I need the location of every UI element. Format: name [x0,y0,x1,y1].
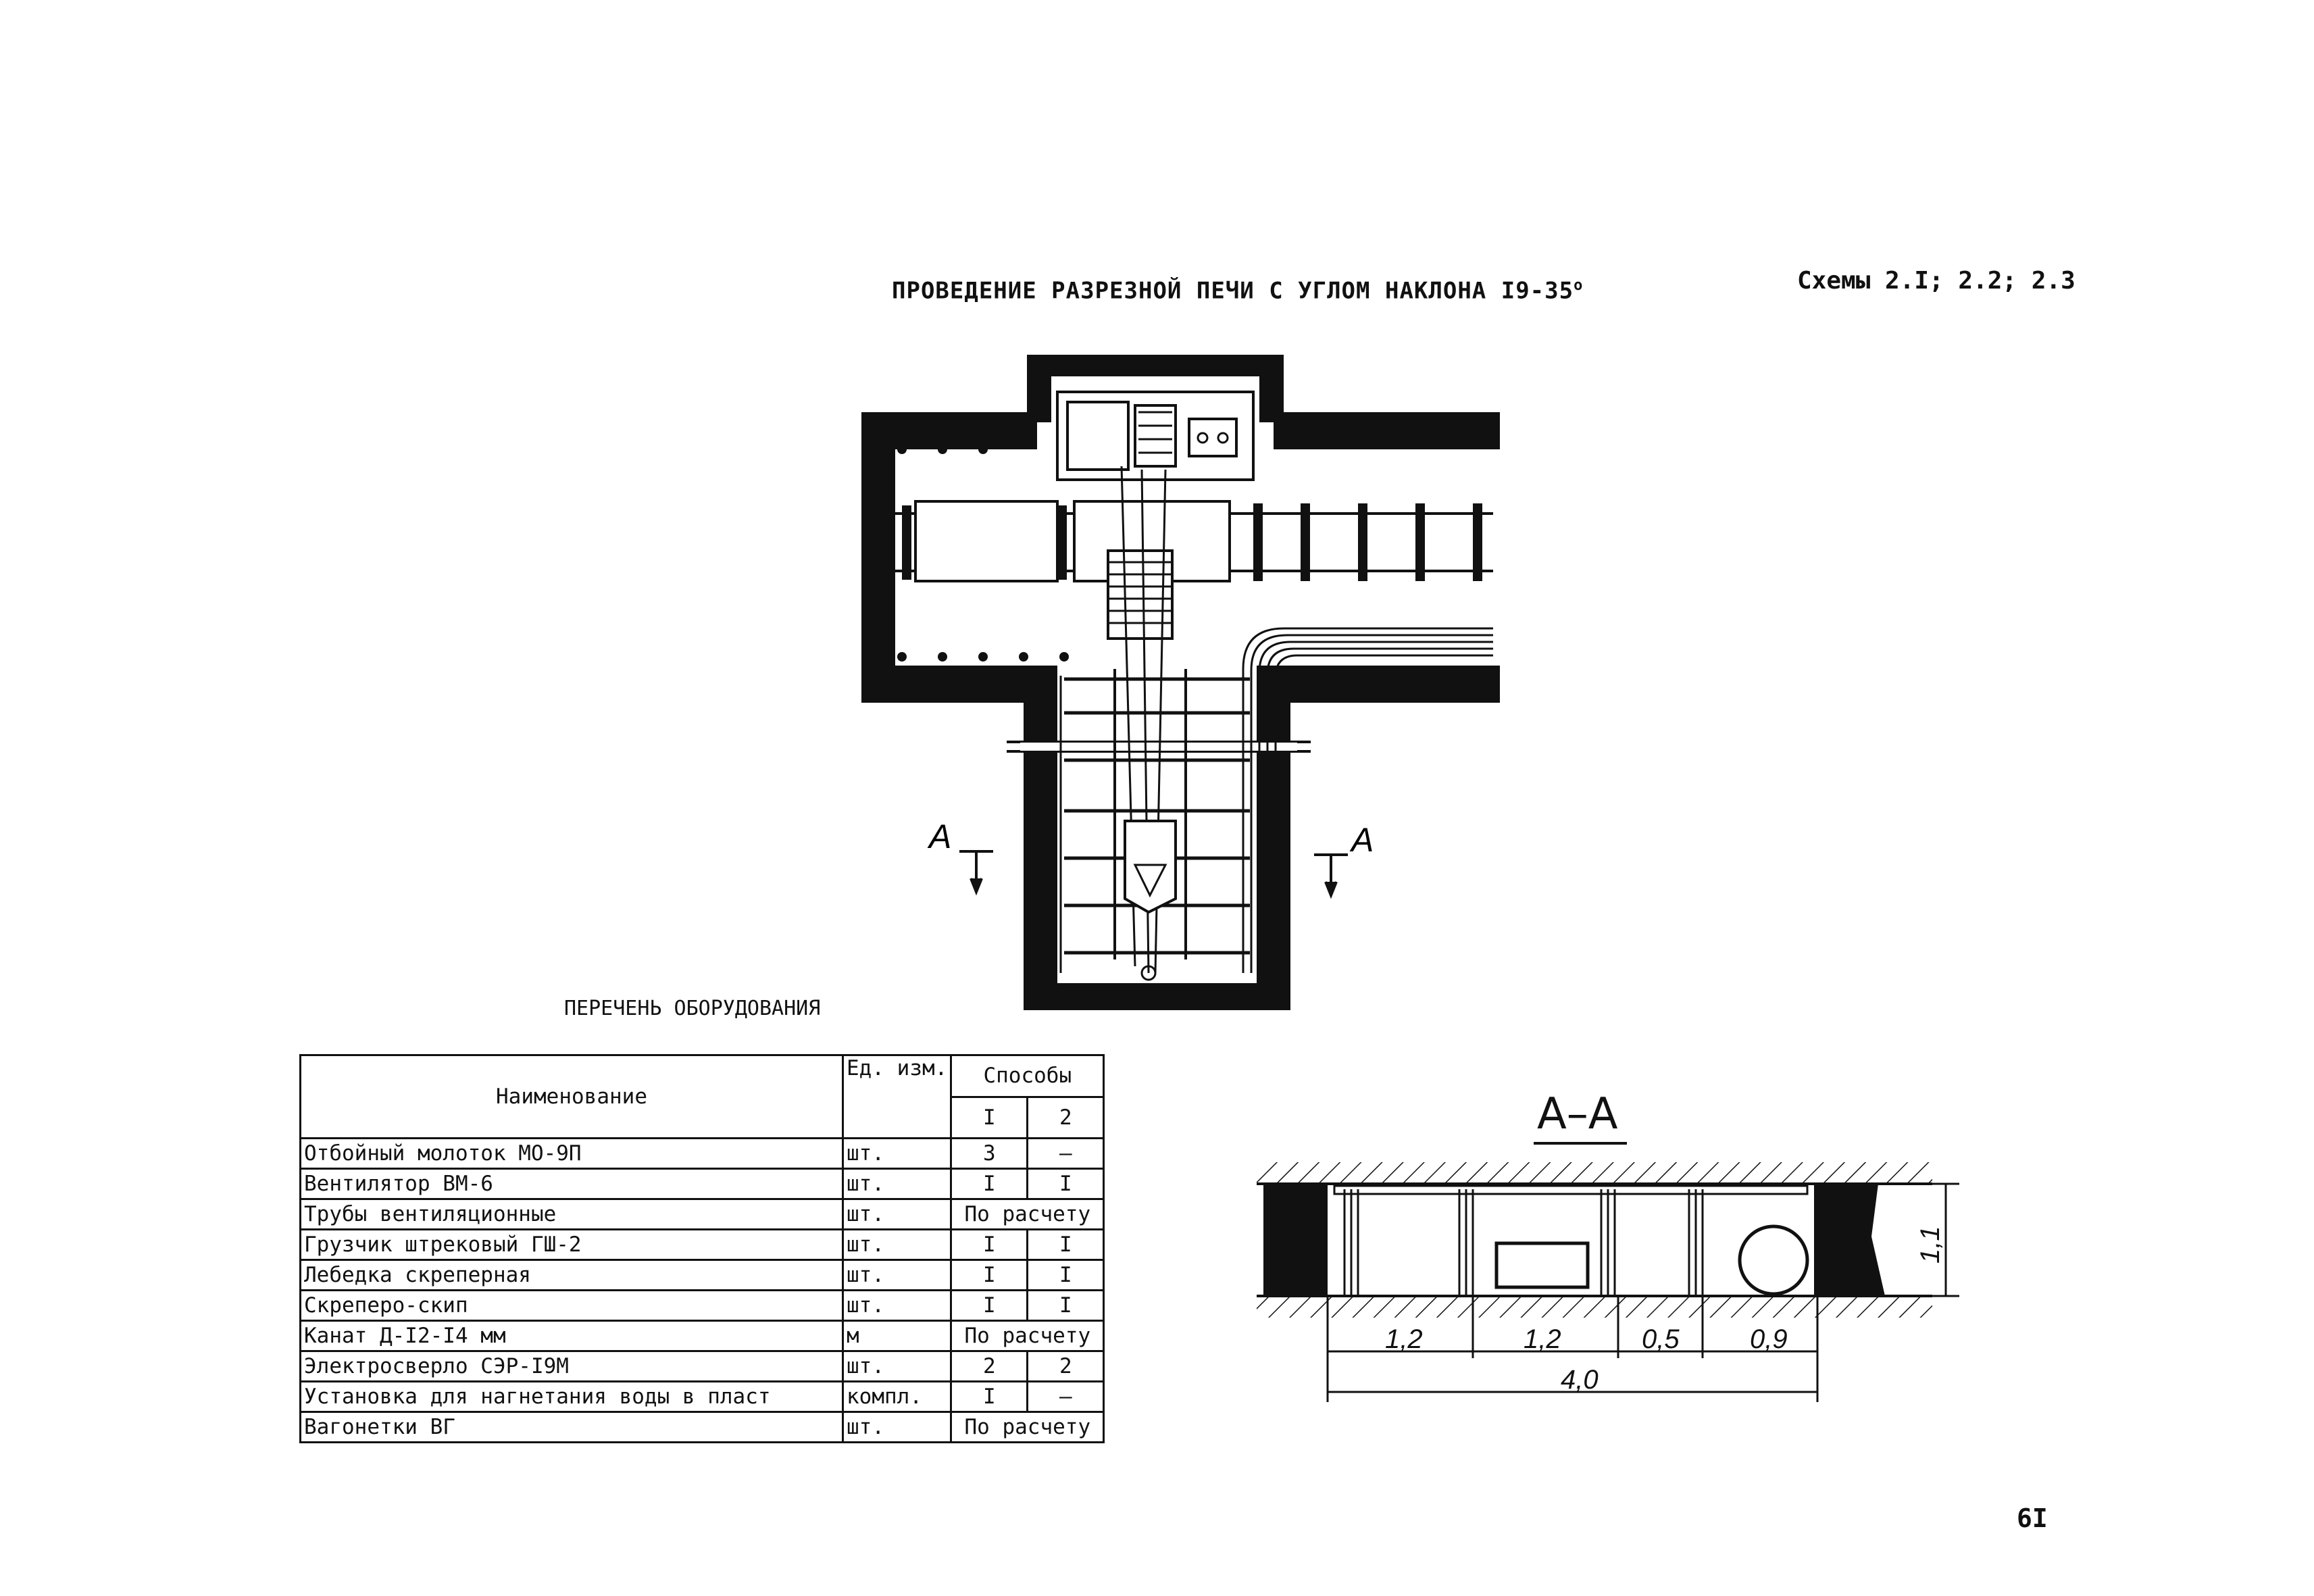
header-methods: Способы [951,1055,1104,1097]
section-view [1257,1162,1959,1402]
row-method-2: – [1028,1139,1104,1169]
header-method-1: I [951,1097,1028,1139]
equipment-list-title: ПЕРЕЧЕНЬ ОБОРУДОВАНИЯ [564,997,821,1020]
row-name: Электросверло СЭР-I9М [301,1351,843,1382]
row-unit: шт. [843,1230,951,1260]
equipment-table [299,1054,1105,1443]
winch-drum [1135,405,1176,466]
row-method-2: – [1028,1382,1104,1412]
skip-box [1496,1243,1588,1287]
table-row [301,1260,1104,1291]
title-text: ПРОВЕДЕНИЕ РАЗРЕЗНОЙ ПЕЧИ С УГЛОМ НАКЛОНА I9-35 [892,277,1574,305]
row-method-1: 3 [951,1139,1028,1169]
table-row [301,1169,1104,1199]
row-method-2: I [1028,1169,1104,1199]
section-letter-right: А [1351,821,1374,859]
row-name: Установка для нагнетания воды в пласт [301,1382,843,1412]
row-unit: шт. [843,1169,951,1199]
section-letter-left: А [929,818,952,855]
table-row [301,1351,1104,1382]
winch-block [1189,419,1236,456]
section-mark-left [959,851,993,892]
row-unit: шт. [843,1260,951,1291]
table-row [301,1139,1104,1169]
table-row [301,1199,1104,1230]
row-unit: шт. [843,1351,951,1382]
dim-total: 4,0 [1561,1365,1599,1395]
row-method-1: I [951,1291,1028,1321]
row-unit: шт. [843,1412,951,1443]
dim-4: 0,9 [1750,1324,1788,1354]
row-methods-merged: По расчету [951,1412,1104,1443]
section-label: А–А [1537,1089,1618,1139]
right-seam [1814,1184,1885,1296]
schemes-reference: Схемы 2.I; 2.2; 2.3 [1797,267,2076,295]
row-method-2: I [1028,1260,1104,1291]
scraper-skip [1125,821,1176,912]
row-name: Грузчик штрековый ГШ-2 [301,1230,843,1260]
header-method-2: 2 [1028,1097,1104,1139]
dim-height: 1,1 [1915,1226,1945,1264]
row-name: Вентилятор ВМ-6 [301,1169,843,1199]
section-label-underline [1534,1142,1627,1145]
table-row [301,1321,1104,1351]
row-name: Скреперо-скип [301,1291,843,1321]
table-row [301,1382,1104,1412]
mine-car-1 [915,501,1057,581]
row-name: Вагонетки ВГ [301,1412,843,1443]
dim-2: 1,2 [1524,1324,1561,1354]
row-method-1: I [951,1382,1028,1412]
vent-pipe [1740,1226,1807,1294]
row-methods-merged: По расчету [951,1199,1104,1230]
row-unit: шт. [843,1199,951,1230]
header-unit: Ед. изм. [843,1055,951,1139]
row-name: Лебедка скреперная [301,1260,843,1291]
row-name: Канат Д-I2-I4 мм [301,1321,843,1351]
degree-mark: о [1574,277,1584,294]
table-row [301,1230,1104,1260]
row-unit: м [843,1321,951,1351]
row-methods-merged: По расчету [951,1321,1104,1351]
header-name: Наименование [301,1055,843,1139]
row-method-1: 2 [951,1351,1028,1382]
row-unit: шт. [843,1291,951,1321]
plan-view [861,355,1500,1010]
table-row [301,1412,1104,1443]
left-seam [1263,1184,1328,1296]
row-method-1: I [951,1169,1028,1199]
row-method-2: 2 [1028,1351,1104,1382]
row-name: Трубы вентиляционные [301,1199,843,1230]
dim-3: 0,5 [1642,1324,1680,1354]
row-name: Отбойный молоток МО-9П [301,1139,843,1169]
table-row [301,1291,1104,1321]
row-unit: компл. [843,1382,951,1412]
row-method-2: I [1028,1291,1104,1321]
row-method-1: I [951,1260,1028,1291]
row-unit: шт. [843,1139,951,1169]
winch-motor [1067,402,1128,470]
row-method-2: I [1028,1230,1104,1260]
page-number: 6I [2017,1503,2048,1533]
dim-1: 1,2 [1385,1324,1423,1354]
row-method-1: I [951,1230,1028,1260]
plan-walls [861,355,1500,1010]
section-mark-right [1314,855,1348,895]
